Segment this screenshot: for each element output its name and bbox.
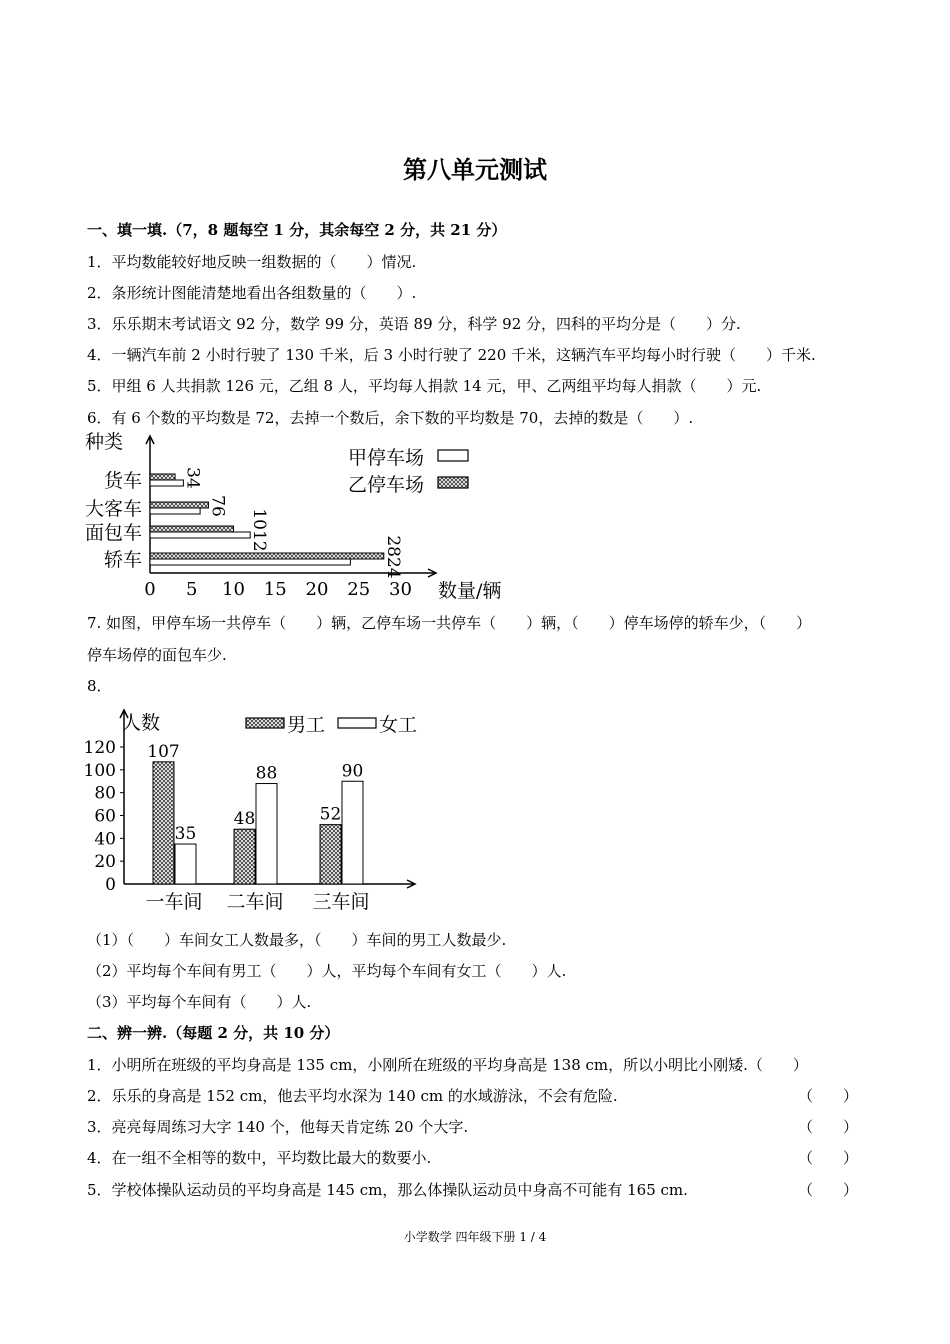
value-label: 90 <box>341 761 364 782</box>
y-tick-label: 120 <box>83 738 116 758</box>
workshop-chart <box>82 703 432 915</box>
x-tick-label: 20 <box>305 579 329 600</box>
section2-heading: 二、辨一辨.（每题 2 分，共 10 分） <box>87 1024 340 1042</box>
value-label: 1012 <box>249 508 270 552</box>
question-8-1: （1）（ ）车间女工人数最多，（ ）车间的男工人数最少. <box>87 931 507 949</box>
answer-paren: （ ） <box>798 1181 859 1199</box>
y-tick-label: 100 <box>83 760 116 781</box>
bar-jia <box>150 508 200 514</box>
category-label: 轿车 <box>103 549 142 571</box>
category-label: 货车 <box>103 470 142 492</box>
question-8-label: 8． <box>87 677 112 695</box>
legend-label: 乙停车场 <box>348 474 425 496</box>
answer-paren: （ ） <box>798 1087 859 1105</box>
x-tick-label: 25 <box>347 579 371 600</box>
y-tick-label: 80 <box>94 783 116 804</box>
section1-heading: 一、填一填.（7，8 题每空 1 分，其余每空 2 分，共 21 分） <box>87 221 507 239</box>
question-8-3: （3）平均每个车间有（ ）人. <box>87 993 312 1011</box>
legend-label: 男工 <box>287 714 326 736</box>
parking-chart-marks <box>85 431 501 602</box>
answer-paren: （ ） <box>798 1149 859 1167</box>
legend-label: 甲停车场 <box>348 447 425 469</box>
bar-jia <box>150 480 183 486</box>
page-footer: 小学数学 四年级下册 1 / 4 <box>403 1230 547 1244</box>
bar-jia <box>150 559 350 565</box>
page-title: 第八单元测试 <box>403 156 547 184</box>
bar-male <box>320 825 341 884</box>
y-tick-label: 60 <box>94 806 116 827</box>
bar-female <box>342 781 363 884</box>
bar-male <box>234 829 255 884</box>
judge-item-4: 4．在一组不全相等的数中，平均数比最大的数要小. <box>87 1149 432 1167</box>
bar-yi <box>150 474 175 480</box>
bar-jia <box>150 532 250 538</box>
parking-chart <box>80 428 510 606</box>
bar-male <box>153 762 174 884</box>
x-axis-label: 数量/辆 <box>438 580 502 602</box>
y-tick-label: 0 <box>105 875 116 895</box>
y-tick-label: 20 <box>94 852 116 873</box>
value-label: 35 <box>174 824 197 845</box>
bar-female <box>175 844 196 884</box>
answer-paren: （ ） <box>798 1118 859 1136</box>
bar-yi <box>150 553 384 559</box>
question-1: 1．平均数能较好地反映一组数据的（ ）情况. <box>87 253 417 271</box>
question-8-2: （2）平均每个车间有男工（ ）人，平均每个车间有女工（ ）人. <box>87 962 567 980</box>
value-label: 48 <box>233 809 256 830</box>
question-4: 4．一辆汽车前 2 小时行驶了 130 千米，后 3 小时行驶了 220 千米，这辆汽车平均每小时行驶（ ）千米. <box>87 346 816 364</box>
bar-female <box>256 784 277 884</box>
question-6: 6．有 6 个数的平均数是 72，去掉一个数后，余下数的平均数是 70，去掉的数是（ ）. <box>87 409 694 427</box>
question-7-line2: 停车场停的面包车少. <box>87 646 227 664</box>
value-label: 52 <box>319 804 342 825</box>
workshop-chart-marks <box>84 710 417 913</box>
x-tick-label: 30 <box>389 579 412 600</box>
question-2: 2．条形统计图能清楚地看出各组数量的（ ）. <box>87 284 417 302</box>
judge-item-5: 5．学校体操队运动员的平均身高是 145 cm，那么体操队运动员中身高不可能有 165 cm. <box>87 1181 688 1199</box>
x-tick-label: 10 <box>222 579 245 600</box>
legend-swatch-male <box>246 718 284 728</box>
judge-item-1: 1．小明所在班级的平均身高是 135 cm，小刚所在班级的平均身高是 138 cm，所以小明比小刚矮.（ ） <box>87 1056 808 1074</box>
legend-swatch-yi <box>438 477 468 488</box>
category-label: 二车间 <box>226 891 284 913</box>
category-label: 三车间 <box>312 891 370 913</box>
question-3: 3．乐乐期末考试语文 92 分，数学 99 分，英语 89 分，科学 92 分，四科的平均分是（ ）分. <box>87 315 741 333</box>
judge-item-2: 2．乐乐的身高是 152 cm，他去平均水深为 140 cm 的水域游泳，不会有危险. <box>87 1087 618 1105</box>
x-tick-label: 5 <box>186 579 198 600</box>
category-label: 面包车 <box>84 522 142 544</box>
bar-yi <box>150 526 234 532</box>
judge-item-3: 3．亮亮每周练习大字 140 个，他每天肯定练 20 个大字. <box>87 1118 469 1136</box>
legend-label: 女工 <box>379 714 418 736</box>
bar-yi <box>150 502 208 508</box>
y-tick-label: 40 <box>94 829 116 850</box>
y-axis-label: 种类 <box>85 431 124 453</box>
value-label: 88 <box>255 763 278 784</box>
legend-swatch-female <box>338 718 376 728</box>
value-label: 107 <box>147 741 180 762</box>
x-tick-label: 15 <box>263 579 287 600</box>
x-tick-label: 0 <box>144 579 156 600</box>
category-label: 一车间 <box>145 891 203 913</box>
value-label: 76 <box>207 495 228 517</box>
y-axis-label: 人数 <box>122 712 161 734</box>
category-label: 大客车 <box>84 498 142 520</box>
question-7-line1: 7. 如图，甲停车场一共停车（ ）辆，乙停车场一共停车（ ）辆，（ ）停车场停的轿车少，（ ） <box>87 614 812 632</box>
legend-swatch-jia <box>438 450 468 461</box>
question-5: 5．甲组 6 人共捐款 126 元，乙组 8 人，平均每人捐款 14 元，甲、乙两组平均每人捐款（ ）元. <box>87 377 762 395</box>
value-label: 2824 <box>382 535 403 579</box>
value-label: 34 <box>182 467 203 489</box>
